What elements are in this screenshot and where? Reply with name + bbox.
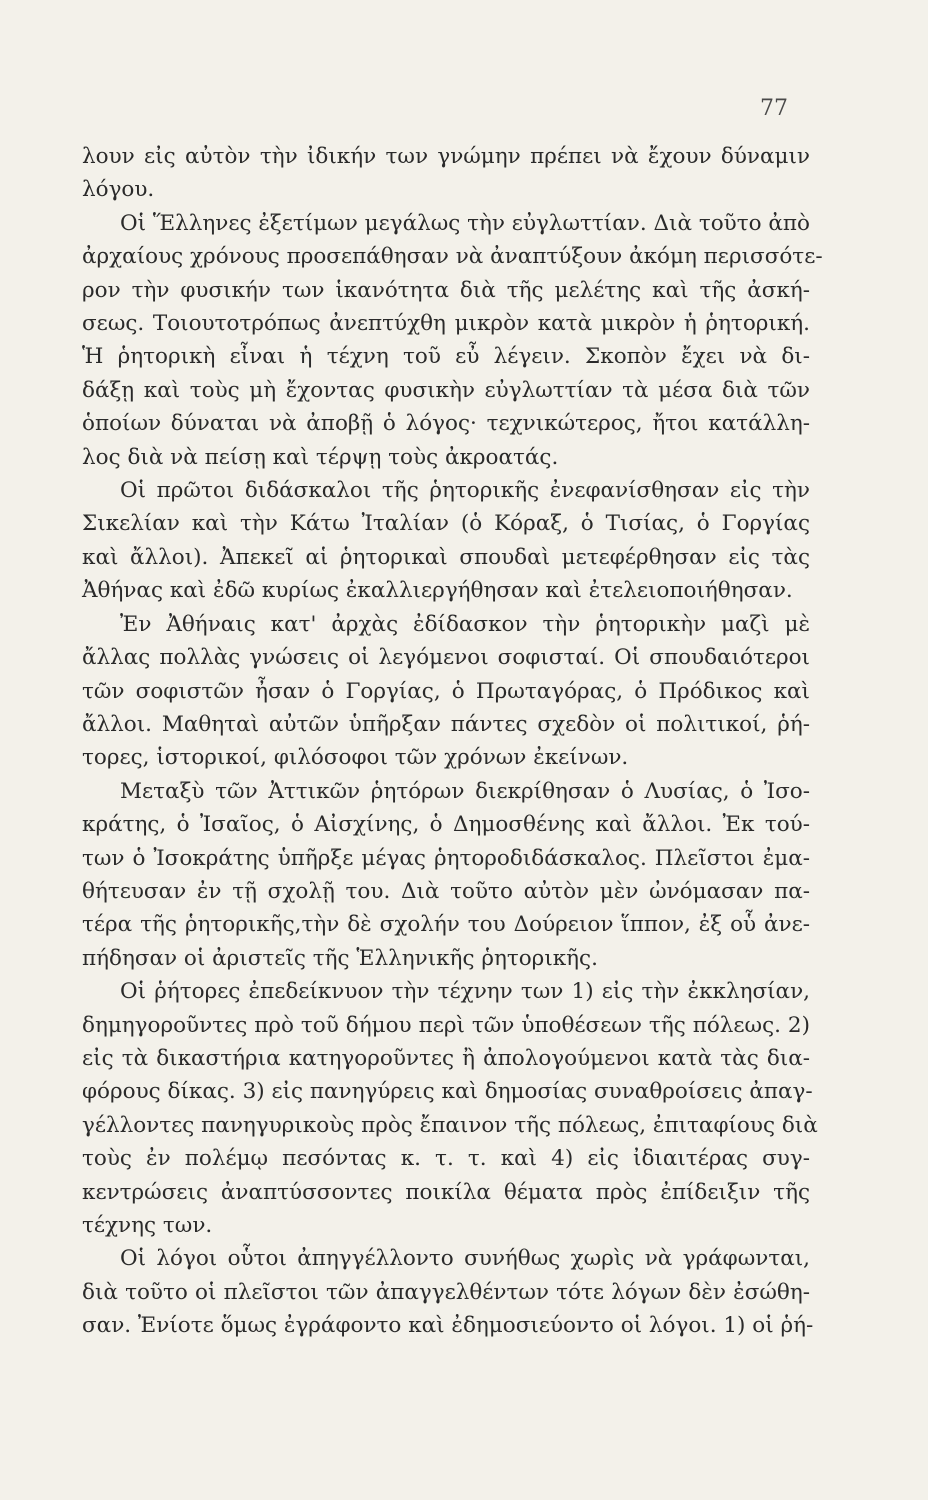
text-line: ρον τὴν φυσικήν των ἱκανότητα διὰ τῆς μελέτης καὶ τῆς ἀσκή- xyxy=(82,277,810,303)
text-line: δάξῃ καὶ τοὺς μὴ ἔχοντας φυσικὴν εὐγλωττίαν τὰ μέσα διὰ τῶν xyxy=(82,377,810,403)
text-line: τορες, ἱστορικοί, φιλόσοφοι τῶν χρόνων ἐκείνων. xyxy=(82,745,629,771)
text-line: Οἱ Ἕλληνες ἐξετίμων μεγάλως τὴν εὐγλωττίαν. Διὰ τοῦτο ἀπὸ xyxy=(120,210,810,236)
paragraph xyxy=(82,207,823,474)
text-line: κεντρώσεις ἀναπτύσσοντες ποικίλα θέματα πρὸς ἐπίδειξιν τῆς xyxy=(82,1179,810,1205)
text-line: Οἱ πρῶτοι διδάσκαλοι τῆς ῥητορικῆς ἐνεφανίσθησαν εἰς τὴν xyxy=(120,478,810,504)
text-line: τῶν σοφιστῶν ἦσαν ὁ Γοργίας, ὁ Πρωταγόρας, ὁ Πρόδικος καὶ xyxy=(82,678,810,704)
text-line: Οἱ ῥήτορες ἐπεδείκνυον τὴν τέχνην των 1) εἰς τὴν ἐκκλησίαν, xyxy=(120,979,810,1005)
text-line: γέλλοντες πανηγυρικοὺς πρὸς ἔπαινον τῆς πόλεως, ἐπιταφίους διὰ xyxy=(82,1112,818,1138)
text-line: θήτευσαν ἐν τῇ σχολῇ του. Διὰ τοῦτο αὐτὸν μὲν ὠνόμασαν πα- xyxy=(82,878,810,904)
text-line: Οἱ λόγοι οὗτοι ἀπηγγέλλοντο συνήθως χωρὶς νὰ γράφωνται, xyxy=(120,1246,810,1272)
text-line: Σικελίαν καὶ τὴν Κάτω Ἰταλίαν (ὁ Κόραξ, ὁ Τισίας, ὁ Γοργίας xyxy=(82,511,810,537)
page-number: 77 xyxy=(760,96,788,121)
text-line: λος διὰ νὰ πείσῃ καὶ τέρψῃ τοὺς ἀκροατάς. xyxy=(82,444,559,470)
paragraph xyxy=(82,608,810,775)
text-line: ἀρχαίους χρόνους προσεπάθησαν νὰ ἀναπτύξουν ἀκόμη περισσότε- xyxy=(82,244,823,270)
text-line: Ἡ ῥητορικὴ εἶναι ἡ τέχνη τοῦ εὖ λέγειν. Σκοπὸν ἔχει νὰ δι- xyxy=(82,344,810,370)
text-line: Ἀθήνας καὶ ἐδῶ κυρίως ἐκαλλιεργήθησαν καὶ ἐτελειοποιήθησαν. xyxy=(82,578,793,604)
text-line: κράτης, ὁ Ἰσαῖος, ὁ Αἰσχίνης, ὁ Δημοσθένης καὶ ἄλλοι. Ἐκ τού- xyxy=(82,812,810,838)
text-line: ἄλλας πολλὰς γνώσεις οἱ λεγόμενοι σοφισταί. Οἱ σπουδαιότεροι xyxy=(82,645,810,671)
text-line: πήδησαν οἱ ἀριστεῖς τῆς Ἑλληνικῆς ῥητορικῆς. xyxy=(82,945,598,971)
text-line: τέρα τῆς ῥητορικῆς,τὴν δὲ σχολήν του Δούρειον ἵππον, ἐξ οὗ ἀνε- xyxy=(82,912,810,938)
text-line: τέχνης των. xyxy=(82,1213,213,1238)
text-line: τοὺς ἐν πολέμῳ πεσόντας κ. τ. τ. καὶ 4) εἰς ἰδιαιτέρας συγ- xyxy=(82,1146,810,1172)
text-line: των ὁ Ἰσοκράτης ὑπῆρξε μέγας ῥητοροδιδάσκαλος. Πλεῖστοι ἐμα- xyxy=(82,845,810,871)
text-line: ὁποίων δύναται νὰ ἀποβῇ ὁ λόγος· τεχνικώτερος, ἤτοι κατάλλη- xyxy=(82,411,810,437)
paragraph xyxy=(82,1242,814,1342)
text-line: σεως. Τοιουτοτρόπως ἀνεπτύχθη μικρὸν κατὰ μικρὸν ἡ ῥητορική. xyxy=(82,311,810,337)
paragraph xyxy=(82,140,810,207)
text-line: Ἐν Ἀθήναις κατ' ἀρχὰς ἐδίδασκον τὴν ῥητορικὴν μαζὶ μὲ xyxy=(120,611,810,637)
text-line: εἰς τὰ δικαστήρια κατηγοροῦντες ἢ ἀπολογούμενοι κατὰ τὰς δια- xyxy=(82,1045,810,1071)
text-line: φόρους δίκας. 3) εἰς πανηγύρεις καὶ δημοσίας συναθροίσεις ἀπαγ- xyxy=(82,1079,813,1105)
paragraph xyxy=(82,775,810,975)
body-text xyxy=(82,140,823,1343)
text-line: λόγου. xyxy=(82,177,155,203)
text-line: διὰ τοῦτο οἱ πλεῖστοι τῶν ἀπαγγελθέντων τότε λόγων δὲν ἐσώθη- xyxy=(82,1279,810,1305)
text-line: λουν εἰς αὐτὸν τὴν ἰδικήν των γνώμην πρέπει νὰ ἔχουν δύναμιν xyxy=(82,144,810,169)
text-line: ἄλλοι. Μαθηταὶ αὐτῶν ὑπῆρξαν πάντες σχεδὸν οἱ πολιτικοί, ῥή- xyxy=(82,711,810,737)
text-line: σαν. Ἐνίοτε ὅμως ἐγράφοντο καὶ ἐδημοσιεύοντο οἱ λόγοι. 1) οἱ ῥή- xyxy=(82,1313,814,1339)
text-line: δημηγοροῦντες πρὸ τοῦ δήμου περὶ τῶν ὑποθέσεων τῆς πόλεως. 2) xyxy=(82,1012,810,1038)
text-line: Μεταξὺ τῶν Ἀττικῶν ῥητόρων διεκρίθησαν ὁ Λυσίας, ὁ Ἰσο- xyxy=(120,778,810,804)
paragraph xyxy=(82,975,818,1242)
text-line: καὶ ἄλλοι). Ἀπεκεῖ αἱ ῥητορικαὶ σπουδαὶ μετεφέρθησαν εἰς τὰς xyxy=(82,544,810,570)
paragraph xyxy=(82,474,810,608)
